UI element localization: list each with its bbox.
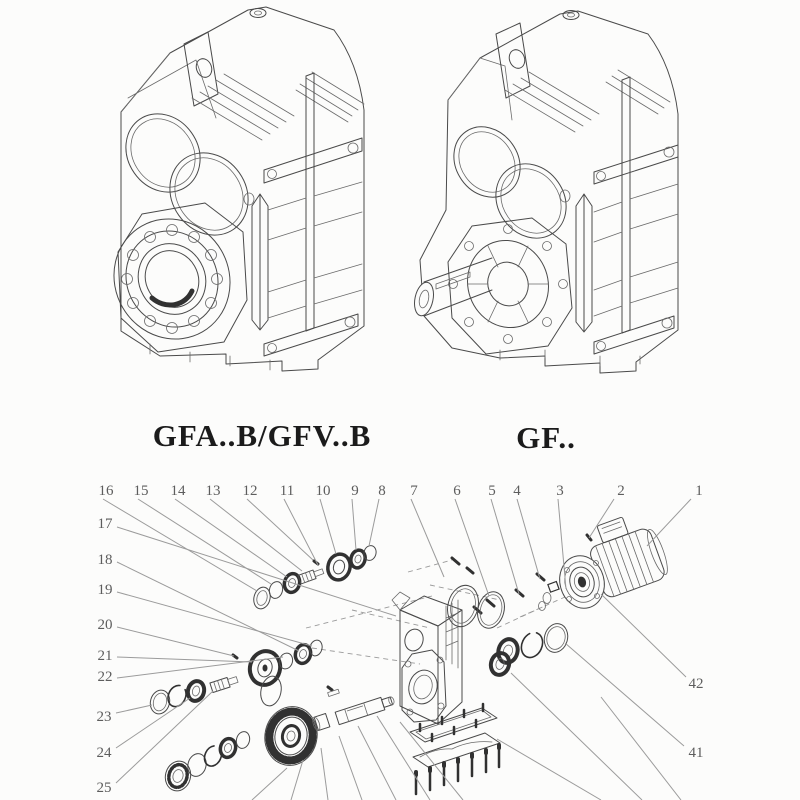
callout-number: 10 [315,483,331,499]
callout-number: 12 [242,483,258,499]
callout-number: 19 [97,582,113,598]
callout-number: 3 [556,483,564,499]
callout-number: 22 [97,669,113,685]
callout-number: 24 [96,745,112,761]
callout-number: 23 [96,709,112,725]
callout-number: 15 [133,483,149,499]
callout-number: 41 [688,745,704,761]
model-label-gf: GF.. [516,420,576,455]
callout-number: 11 [279,483,295,499]
callout-number: 21 [97,648,113,664]
callout-number: 9 [351,483,359,499]
callout-number: 18 [97,552,113,568]
callout-number: 1 [695,483,703,499]
callout-number: 13 [205,483,221,499]
callout-number: 16 [98,483,114,499]
callout-number: 4 [513,483,521,499]
callout-number: 7 [410,483,418,499]
model-label-gfab-gfvb: GFA..B/GFV..B [152,418,372,453]
callout-number: 14 [170,483,186,499]
callout-number: 17 [97,516,113,532]
callout-number: 8 [378,483,386,499]
callout-number: 20 [97,617,113,633]
callout-number: 25 [96,780,112,796]
callout-number: 42 [688,676,704,692]
callout-number: 5 [488,483,496,499]
callout-number: 2 [617,483,625,499]
callout-number: 6 [453,483,461,499]
